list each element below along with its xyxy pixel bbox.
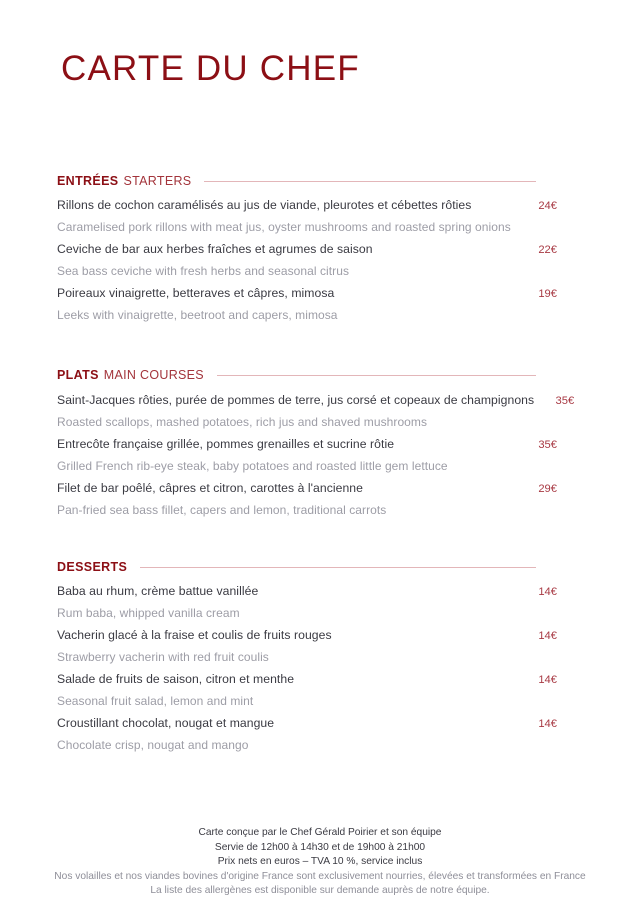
menu-item-name: Entrecôte française grillée, pommes grenailles et sucrine rôtie [57,437,395,451]
menu-footer [0,826,640,899]
menu-item-main-row [57,713,557,735]
menu-section-entrees [57,172,557,326]
menu-item [57,669,557,712]
menu-item-main-row [57,390,575,412]
menu-item-translation: Roasted scallops, mashed potatoes, rich jus and shaved mushrooms [57,415,428,429]
section-divider-rule [140,567,536,568]
menu-item-main-row [57,625,557,647]
menu-item-translation: Leeks with vinaigrette, beetroot and capers, mimosa [57,308,338,322]
menu-item [57,625,557,668]
menu-item-name: Poireaux vinaigrette, betteraves et câpres, mimosa [57,286,335,300]
menu-item-list [57,195,557,326]
menu-item-name: Rillons de cochon caramélisés au jus de viande, pleurotes et cébettes rôties [57,198,472,212]
menu-item-name: Croustillant chocolat, nougat et mangue [57,716,275,730]
section-title-en: STARTERS [123,173,192,188]
menu-item-translation: Rum baba, whipped vanilla cream [57,606,240,620]
menu-item-price: 19€ [538,288,557,300]
menu-item-main-row [57,581,557,603]
menu-item-list [57,581,557,756]
menu-item-name: Ceviche de bar aux herbes fraîches et agrumes de saison [57,242,373,256]
menu-item [57,195,557,238]
menu-item-main-row [57,669,557,691]
menu-item [57,239,557,282]
menu-item-list [57,390,575,521]
section-title-fr: DESSERTS [57,559,128,574]
menu-item-price: 35€ [538,439,557,451]
menu-item-translation: Strawberry vacherin with red fruit coulis [57,650,269,664]
menu-item-price: 14€ [538,630,557,642]
footer-line: Nos volailles et nos viandes bovines d'origine France sont exclusivement nourries, élevées et transformées en France [54,870,586,882]
menu-sections [57,172,575,757]
footer-line: Servie de 12h00 à 14h30 et de 19h00 à 21h00 [214,841,426,853]
menu-item-name: Baba au rhum, crème battue vanillée [57,584,259,598]
section-header-entrees [57,172,557,189]
section-divider-rule [204,181,536,182]
page-title: CARTE DU CHEF [61,49,360,88]
menu-item-translation: Chocolate crisp, nougat and mango [57,738,249,752]
menu-section-plats [57,366,575,521]
section-header-desserts [57,558,557,575]
menu-item-translation: Sea bass ceviche with fresh herbs and seasonal citrus [57,264,350,278]
menu-item-price: 22€ [538,244,557,256]
menu-item-name: Saint-Jacques rôties, purée de pommes de terre, jus corsé et copeaux de champignons [57,393,535,407]
footer-line: Prix nets en euros – TVA 10 %, service inclus [217,856,423,868]
menu-item-translation: Pan-fried sea bass fillet, capers and lemon, traditional carrots [57,503,387,517]
menu-item [57,478,557,521]
menu-item-name: Salade de fruits de saison, citron et menthe [57,672,295,686]
section-title-en: MAIN COURSES [103,367,204,382]
section-header-plats [57,366,557,383]
menu-item-main-row [57,283,557,305]
footer-line: La liste des allergènes est disponible sur demande auprès de notre équipe. [150,885,490,897]
menu-item-main-row [57,434,557,456]
menu-item-price: 24€ [538,200,557,212]
section-divider-rule [217,375,536,376]
section-title-fr: ENTRÉES [57,173,119,188]
menu-item-main-row [57,478,557,500]
menu-item-price: 35€ [555,395,575,407]
menu-item [57,713,557,756]
section-title-fr: PLATS [57,367,99,382]
menu-item-translation: Caramelised pork rillons with meat jus, oyster mushrooms and roasted spring onions [57,220,511,234]
menu-item [57,283,557,326]
menu-item-price: 14€ [538,718,557,730]
menu-item-translation: Seasonal fruit salad, lemon and mint [57,694,254,708]
menu-item [57,581,557,624]
menu-section-desserts [57,558,557,756]
footer-line: Carte conçue par le Chef Gérald Poirier et son équipe [198,827,442,838]
menu-item-main-row [57,195,557,217]
menu-item-name: Filet de bar poêlé, câpres et citron, carottes à l'ancienne [57,481,363,495]
menu-item-translation: Grilled French rib-eye steak, baby potatoes and roasted little gem lettuce [57,459,448,473]
menu-item-price: 29€ [538,483,557,495]
menu-item [57,434,557,477]
menu-item-price: 14€ [538,586,557,598]
menu-item-name: Vacherin glacé à la fraise et coulis de fruits rouges [57,628,332,642]
menu-item-price: 14€ [538,674,557,686]
menu-item-main-row [57,239,557,261]
menu-item [57,390,575,433]
